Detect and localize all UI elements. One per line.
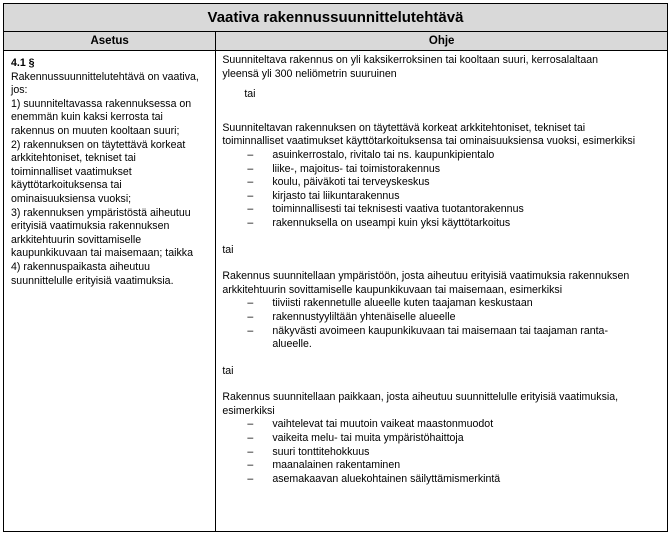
list-item-text: suuri tonttitehokkuus [272, 445, 370, 458]
dash-bullet: – [247, 459, 254, 472]
ohje-paragraph-line: Rakennus suunnitellaan ympäristöön, josta aiheutuu erityisiä vaatimuksia rakennuksen [222, 270, 630, 283]
dash-bullet: – [247, 189, 254, 202]
list-item-text: vaihtelevat tai muutoin vaikeat maastonmuodot [272, 418, 494, 431]
ohje-paragraph-line: arkkitehtuurin sovittamiselle kaupunkikuvaan tai maisemaan, esimerkiksi [222, 283, 563, 296]
ohje-paragraph-line: Suunniteltava rakennus on yli kaksikerroksinen tai kooltaan suuri, kerrosalaltaan [222, 54, 599, 66]
list-item [247, 418, 661, 432]
asetus-cell [4, 51, 216, 532]
ohje-paragraph-line: Suunniteltavan rakennuksen on täytettävä korkeat arkkitehtoniset, tekniset tai [222, 121, 586, 134]
asetus-line: jos: [11, 84, 28, 97]
requirements-table [3, 3, 668, 532]
asetus-line: suunnittelulle erityisiä vaatimuksia. [11, 274, 174, 287]
list-item [247, 459, 661, 473]
list-item-text: rakennuksella on useampi kuin yksi käyttötarkoitus [272, 216, 511, 229]
list-item-text: koulu, päiväkoti tai terveyskeskus [272, 176, 430, 189]
list-item [247, 473, 661, 487]
list-item [247, 311, 661, 325]
list-item [247, 446, 661, 460]
list-item [247, 203, 661, 217]
asetus-line: arkkitehtoniset, tekniset tai [11, 152, 136, 165]
list-item [247, 190, 661, 204]
list-item-text: asemakaavan aluekohtainen säilyttämismerkintä [272, 472, 501, 485]
list-item [247, 325, 661, 352]
dash-bullet: – [247, 310, 254, 323]
list-item [247, 432, 661, 446]
asetus-line: 3) rakennuksen ympäristöstä aiheutuu [11, 206, 191, 219]
dash-bullet: – [247, 162, 254, 175]
dash-bullet: – [247, 216, 254, 229]
list-item [247, 149, 661, 163]
asetus-line: erityisiä vaatimuksia rakennuksen [11, 220, 170, 233]
list-item-text: tiiviisti rakennetulle alueelle kuten taajaman keskustaan [272, 297, 533, 310]
asetus-line: toiminnalliset vaatimukset [11, 165, 132, 178]
ohje-paragraph-line: toiminnalliset vaatimukset käyttötarkoituksensa tai ominaisuuksiensa vuoksi, esimerkiksi [222, 135, 636, 148]
ohje-paragraph-line: Rakennus suunnitellaan paikkaan, josta aiheutuu suunnittelulle erityisiä vaatimuksia, [222, 391, 619, 404]
list-item-text: toiminnallisesti tai teknisesti vaativa tuotantorakennus [272, 203, 524, 216]
ohje-dash-list [222, 149, 661, 231]
dash-bullet: – [247, 324, 254, 337]
ohje-dash-list [222, 297, 661, 351]
dash-bullet: – [247, 148, 254, 161]
column-header-ohje: Ohje [216, 32, 668, 51]
asetus-line: rakennus on muuten kooltaan suuri; [11, 124, 180, 137]
document-page [3, 3, 668, 542]
table-title: Vaativa rakennussuunnittelutehtävä [4, 4, 668, 32]
asetus-line: kaupunkikuvaan tai maisemaan; taikka [11, 247, 193, 260]
ohje-paragraph-line: esimerkiksi [222, 404, 275, 417]
ohje-paragraph-line: yleensä yli 300 neliömetrin suuruinen [222, 67, 397, 80]
asetus-line: 1) suunniteltavassa rakennuksessa on [11, 97, 192, 110]
ohje-tai: tai [244, 88, 256, 101]
asetus-line: enemmän kuin kaksi kerrosta tai [11, 111, 163, 124]
asetus-line: ominaisuuksiensa vuoksi; [11, 192, 132, 205]
list-item [247, 217, 661, 231]
list-item-text: rakennustyyliltään yhtenäiselle alueelle [272, 310, 456, 323]
asetus-line: 4) rakennuspaikasta aiheutuu [11, 260, 150, 273]
dash-bullet: – [247, 445, 254, 458]
dash-bullet: – [247, 297, 254, 310]
asetus-line: käyttötarkoituksensa tai [11, 179, 122, 192]
ohje-tai: tai [222, 243, 234, 256]
dash-bullet: – [247, 418, 254, 431]
asetus-line: arkkitehtuurin sovittamiselle [11, 233, 142, 246]
asetus-line: Rakennussuunnittelutehtävä on vaativa, [11, 70, 199, 83]
list-item [247, 176, 661, 190]
list-item-text: näkyvästi avoimeen kaupunkikuvaan tai maisemaan tai taajaman ranta- alueelle. [272, 324, 608, 351]
dash-bullet: – [247, 432, 254, 445]
dash-bullet: – [247, 472, 254, 485]
list-item-text: liike-, majoitus- tai toimistorakennus [272, 162, 441, 175]
list-item [247, 163, 661, 177]
ohje-tai: tai [222, 364, 234, 377]
ohje-cell [216, 51, 668, 532]
list-item-text: asuinkerrostalo, rivitalo tai ns. kaupunkipientalo [272, 148, 495, 161]
column-header-asetus: Asetus [4, 32, 216, 51]
list-item-text: vaikeita melu- tai muita ympäristöhaittoja [272, 432, 464, 445]
section-number: 4.1 § [11, 57, 35, 69]
list-item-text: maanalainen rakentaminen [272, 459, 401, 472]
list-item-text: kirjasto tai liikuntarakennus [272, 189, 400, 202]
ohje-dash-list [222, 418, 661, 486]
dash-bullet: – [247, 176, 254, 189]
list-item [247, 297, 661, 311]
asetus-line: 2) rakennuksen on täytettävä korkeat [11, 138, 186, 151]
dash-bullet: – [247, 203, 254, 216]
